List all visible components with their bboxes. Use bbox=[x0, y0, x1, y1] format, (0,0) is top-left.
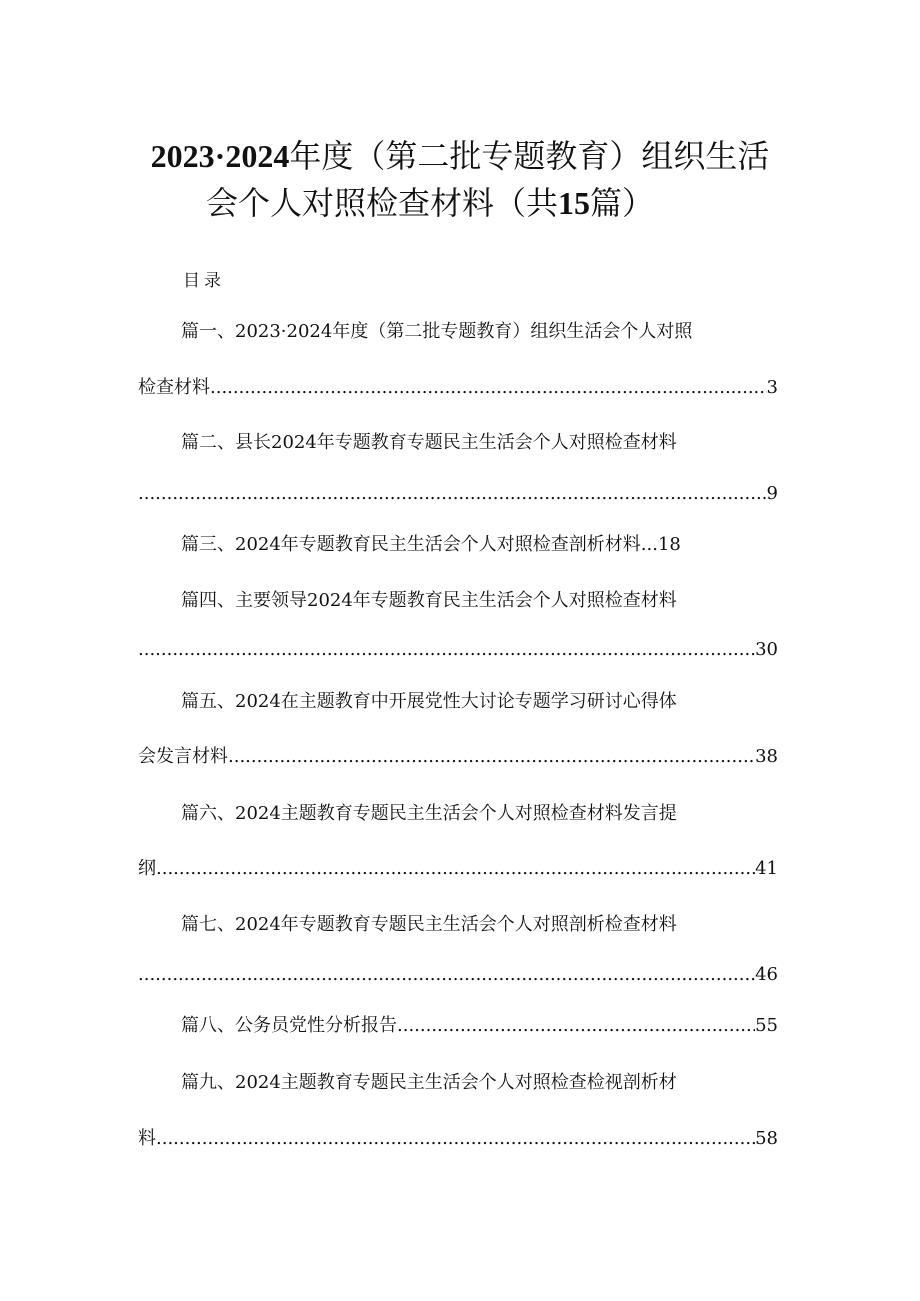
leader-dots bbox=[138, 963, 755, 987]
toc-entry-7-page: 46 bbox=[755, 964, 778, 985]
title-year-range: 2023·2024 bbox=[150, 138, 290, 174]
toc-entry-5-line-2[interactable] bbox=[138, 745, 778, 769]
leader-dots bbox=[210, 376, 767, 400]
toc-entry-9-page: 58 bbox=[755, 1128, 778, 1149]
toc-entry-3[interactable]: 篇三、2024年专题教育民主生活会个人对照检查剖析材料...18 bbox=[181, 534, 681, 555]
toc-entry-5-page: 38 bbox=[755, 746, 778, 767]
toc-entry-4-page: 30 bbox=[755, 639, 778, 660]
toc-entry-8[interactable] bbox=[181, 1014, 778, 1038]
toc-entry-9-cont: 料 bbox=[138, 1128, 156, 1149]
toc-entry-4-line-1[interactable]: 篇四、主要领导2024年专题教育民主生活会个人对照检查材料 bbox=[181, 590, 677, 611]
toc-entry-7-line-1[interactable]: 篇七、2024年专题教育专题民主生活会个人对照剖析检查材料 bbox=[181, 914, 677, 935]
toc-entry-5-cont: 会发言材料 bbox=[138, 746, 228, 767]
leader-dots bbox=[156, 1127, 755, 1151]
title-text-3: 篇） bbox=[590, 184, 655, 222]
toc-entry-6-cont: 纲 bbox=[138, 858, 156, 879]
toc-entry-1-page: 3 bbox=[766, 377, 778, 398]
toc-entry-6-line-1[interactable]: 篇六、2024主题教育专题民主生活会个人对照检查材料发言提 bbox=[181, 803, 677, 824]
document-title-line-1 bbox=[0, 136, 920, 176]
toc-entry-6-line-2[interactable] bbox=[138, 857, 778, 881]
toc-heading: 目录 bbox=[183, 271, 225, 291]
toc-entry-2-page: 9 bbox=[766, 483, 778, 504]
toc-entry-4-line-2[interactable] bbox=[138, 638, 778, 662]
title-text-2: 会个人对照检查材料（共 bbox=[205, 184, 558, 222]
toc-entry-1-cont: 检查材料 bbox=[138, 377, 210, 398]
title-count: 15 bbox=[558, 185, 590, 221]
toc-entry-9-line-2[interactable] bbox=[138, 1127, 778, 1151]
leader-dots bbox=[138, 482, 767, 506]
toc-entry-2-line-1[interactable]: 篇二、县长2024年专题教育专题民主生活会个人对照检查材料 bbox=[181, 432, 677, 453]
title-text-1: 年度（第二批专题教育）组织生活 bbox=[289, 137, 770, 175]
toc-entry-7-line-2[interactable] bbox=[138, 963, 778, 987]
leader-dots bbox=[228, 745, 755, 769]
leader-dots bbox=[138, 638, 755, 662]
toc-entry-6-page: 41 bbox=[755, 858, 778, 879]
toc-entry-1-line-1[interactable]: 篇一、2023·2024年度（第二批专题教育）组织生活会个人对照 bbox=[181, 321, 693, 342]
leader-dots bbox=[156, 857, 755, 881]
toc-entry-8-page: 55 bbox=[755, 1015, 778, 1036]
toc-entry-5-line-1[interactable]: 篇五、2024在主题教育中开展党性大讨论专题学习研讨心得体 bbox=[181, 691, 677, 712]
toc-entry-2-line-2[interactable] bbox=[138, 482, 778, 506]
document-title-line-2 bbox=[0, 183, 890, 223]
toc-entry-8-text: 篇八、公务员党性分析报告 bbox=[181, 1015, 397, 1036]
leader-dots bbox=[397, 1014, 755, 1038]
toc-entry-9-line-1[interactable]: 篇九、2024主题教育专题民主生活会个人对照检查检视剖析材 bbox=[181, 1072, 677, 1093]
toc-entry-1-line-2[interactable] bbox=[138, 376, 778, 400]
